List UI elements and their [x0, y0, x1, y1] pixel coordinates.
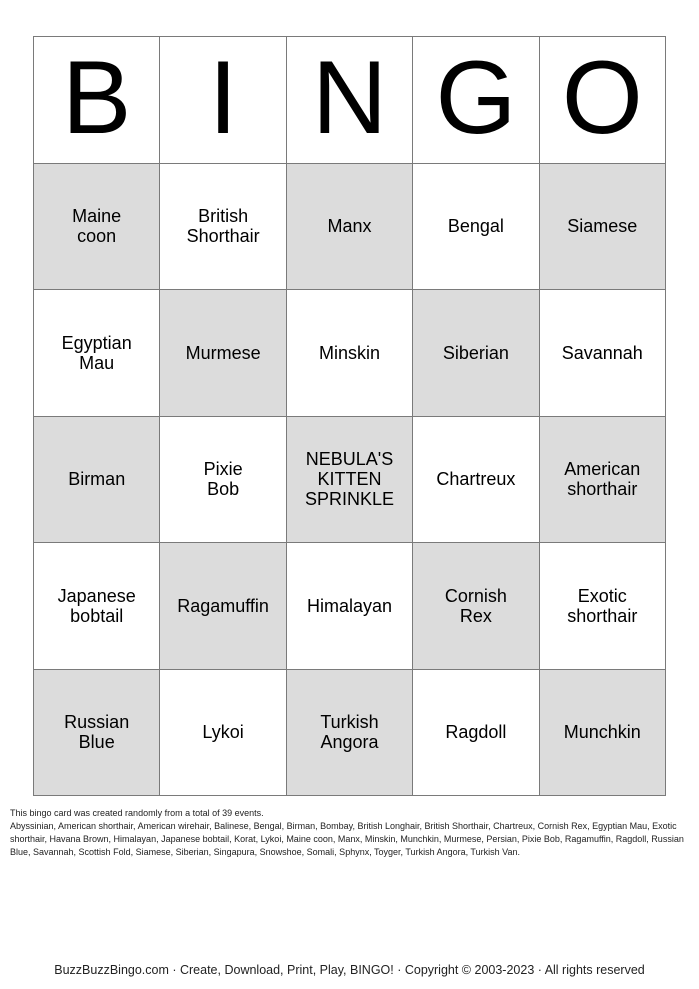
bingo-square: Minskin — [287, 290, 413, 417]
header-letter-b: B — [34, 37, 160, 164]
card-info — [10, 807, 690, 859]
bingo-square: British Shorthair — [160, 164, 286, 291]
bingo-square: Siamese — [540, 164, 666, 291]
bingo-square: Ragdoll — [413, 670, 539, 797]
bingo-square: Pixie Bob — [160, 417, 286, 544]
bingo-square: Bengal — [413, 164, 539, 291]
bingo-square: Exotic shorthair — [540, 543, 666, 670]
card-info-summary: This bingo card was created randomly from a total of 39 events. — [10, 808, 264, 818]
bingo-square: Egyptian Mau — [34, 290, 160, 417]
bingo-square-center: NEBULA'S KITTEN SPRINKLE — [287, 417, 413, 544]
header-letter-g: G — [413, 37, 539, 164]
bingo-square: Manx — [287, 164, 413, 291]
bingo-square: Cornish Rex — [413, 543, 539, 670]
bingo-square: Siberian — [413, 290, 539, 417]
bingo-square: Maine coon — [34, 164, 160, 291]
header-letter-n: N — [287, 37, 413, 164]
bingo-card — [33, 36, 666, 796]
bingo-square: Murmese — [160, 290, 286, 417]
card-info-event-list: Abyssinian, American shorthair, American wirehair, Balinese, Bengal, Birman, Bombay, British Longhair, British Shorthair, Chartreux, Cornish Rex, Egyptian Mau, Exotic shorthair, Havana Brown, Himalayan, Japanese bobtail, Korat, Lykoi, Maine coon, Manx, Minskin, Munchkin, Murmese, Persian, Pixie Bob, Ragamuffin, Ragdoll, Russian Blue, Savannah, Scottish Fold, Siamese, Siberian, Singapura, Snowshoe, Somali, Sphynx, Toyger, Turkish Angora, Turkish Van. — [10, 821, 684, 857]
bingo-square: Russian Blue — [34, 670, 160, 797]
bingo-square: Lykoi — [160, 670, 286, 797]
bingo-square: American shorthair — [540, 417, 666, 544]
bingo-square: Ragamuffin — [160, 543, 286, 670]
bingo-square: Munchkin — [540, 670, 666, 797]
footer-copyright: BuzzBuzzBingo.com · Create, Download, Print, Play, BINGO! · Copyright © 2003-2023 · All rights reserved — [54, 963, 645, 977]
bingo-square: Himalayan — [287, 543, 413, 670]
bingo-square: Chartreux — [413, 417, 539, 544]
bingo-square: Birman — [34, 417, 160, 544]
bingo-square: Japanese bobtail — [34, 543, 160, 670]
header-letter-i: I — [160, 37, 286, 164]
bingo-square: Savannah — [540, 290, 666, 417]
bingo-square: Turkish Angora — [287, 670, 413, 797]
header-letter-o: O — [540, 37, 666, 164]
